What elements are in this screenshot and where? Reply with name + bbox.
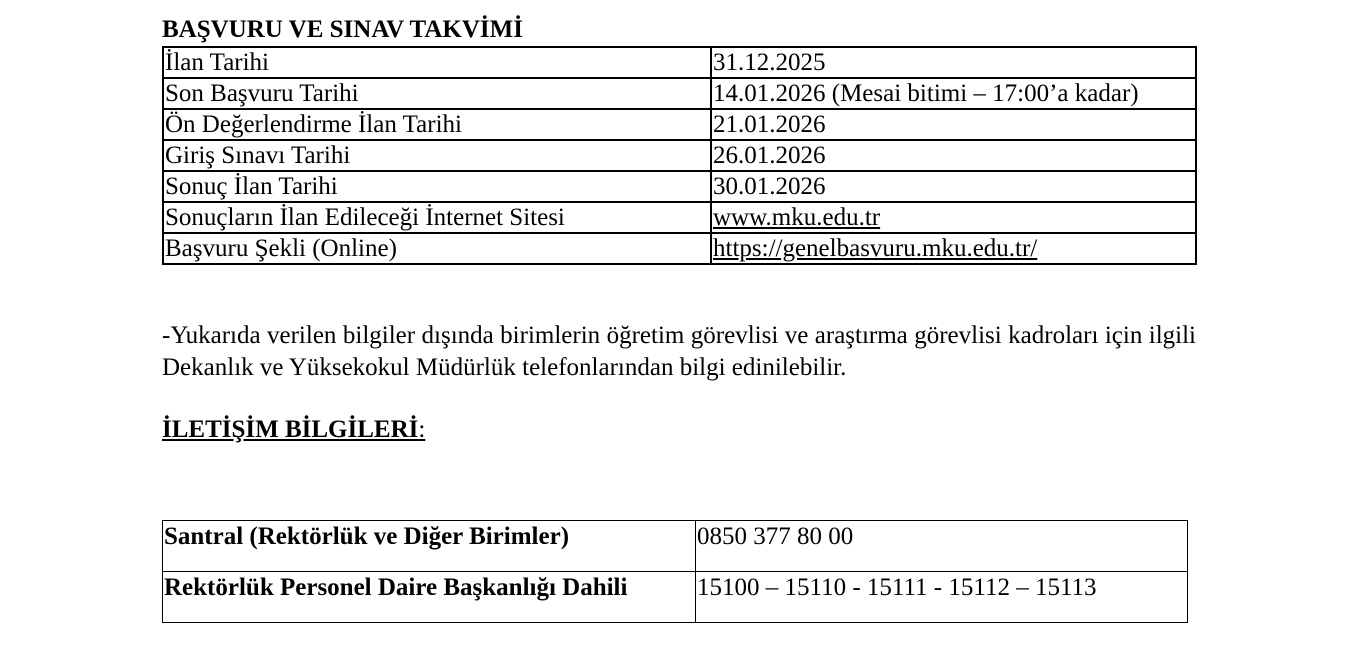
switchboard-label: Santral (Rektörlük ve Diğer Birimler) bbox=[163, 521, 696, 572]
application-deadline-label: Son Başvuru Tarihi bbox=[163, 78, 711, 109]
results-website-cell bbox=[711, 202, 1196, 233]
announcement-date-value: 31.12.2025 bbox=[711, 47, 1196, 78]
entrance-exam-date-label: Giriş Sınavı Tarihi bbox=[163, 140, 711, 171]
table-row bbox=[163, 233, 1196, 264]
table-row bbox=[163, 140, 1196, 171]
results-website-link[interactable]: www.mku.edu.tr bbox=[713, 204, 881, 231]
table-row bbox=[163, 171, 1196, 202]
switchboard-phone: 0850 377 80 00 bbox=[696, 521, 1188, 572]
info-paragraph: -Yukarıda verilen bilgiler dışında birimlerin öğretim görevlisi ve araştırma görevlisi kadroları için ilgili Dekanlık ve Yüksekokul Müdürlük telefonlarından bilgi edinilebilir. bbox=[162, 322, 1196, 381]
results-website-label: Sonuçların İlan Edileceği İnternet Sitesi bbox=[163, 202, 711, 233]
pre-evaluation-date-value: 21.01.2026 bbox=[711, 109, 1196, 140]
contact-heading-text: İLETİŞİM BİLGİLERİ bbox=[162, 416, 419, 443]
personnel-extension-numbers: 15100 – 15110 - 15111 - 15112 – 15113 bbox=[696, 572, 1188, 623]
application-url-link[interactable]: https://genelbasvuru.mku.edu.tr/ bbox=[713, 235, 1038, 262]
pre-evaluation-date-label: Ön Değerlendirme İlan Tarihi bbox=[163, 109, 711, 140]
personnel-extension-label: Rektörlük Personel Daire Başkanlığı Dahili bbox=[163, 572, 696, 623]
table-row bbox=[163, 78, 1196, 109]
schedule-table bbox=[162, 46, 1197, 265]
result-date-label: Sonuç İlan Tarihi bbox=[163, 171, 711, 202]
application-deadline-value: 14.01.2026 (Mesai bitimi – 17:00’a kadar) bbox=[711, 78, 1196, 109]
entrance-exam-date-value: 26.01.2026 bbox=[711, 140, 1196, 171]
table-row bbox=[163, 109, 1196, 140]
contacts-table bbox=[162, 520, 1188, 623]
table-row bbox=[163, 572, 1188, 623]
result-date-value: 30.01.2026 bbox=[711, 171, 1196, 202]
table-row bbox=[163, 47, 1196, 78]
table-row bbox=[163, 521, 1188, 572]
application-method-cell bbox=[711, 233, 1196, 264]
table-row bbox=[163, 202, 1196, 233]
contact-heading-colon: : bbox=[418, 416, 426, 443]
announcement-date-label: İlan Tarihi bbox=[163, 47, 711, 78]
schedule-title: BAŞVURU VE SINAV TAKVİMİ bbox=[162, 16, 523, 43]
contact-heading bbox=[162, 414, 425, 446]
application-method-label: Başvuru Şekli (Online) bbox=[163, 233, 711, 264]
